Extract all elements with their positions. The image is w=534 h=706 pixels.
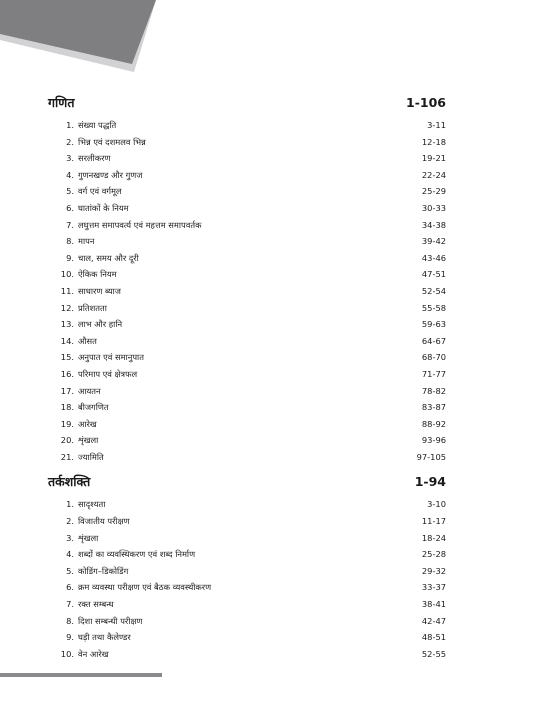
entry-pages: 22-24 — [421, 169, 446, 180]
entry-title: दिशा सम्बन्धी परीक्षण — [78, 615, 143, 626]
toc-entry[interactable] — [52, 150, 446, 167]
entry-number: 19. — [60, 418, 74, 429]
entry-title: रक्त सम्बन्ध — [78, 599, 114, 610]
entry-pages: 12-18 — [421, 136, 446, 147]
entry-pages: 30-33 — [421, 202, 446, 213]
entry-number: 20. — [60, 435, 74, 446]
toc-entry[interactable] — [52, 399, 446, 416]
entry-pages: 25-29 — [421, 186, 446, 197]
entry-pages: 59-63 — [421, 319, 446, 330]
entry-title: बीजगणित — [78, 402, 109, 413]
entry-list — [48, 114, 446, 465]
toc-entry[interactable] — [52, 383, 446, 400]
toc-entry[interactable] — [52, 613, 446, 630]
entry-title: आयतन — [78, 385, 101, 396]
entry-title: वेन आरेख — [78, 648, 109, 659]
entry-title: साधारण ब्याज — [78, 285, 121, 296]
entry-pages: 11-17 — [421, 516, 446, 527]
entry-number: 11. — [60, 285, 74, 296]
toc-entry[interactable] — [52, 167, 446, 184]
entry-pages: 25-28 — [421, 549, 446, 560]
entry-title: क्रम व्यवस्था परीक्षण एवं बैठक व्यवस्थीकरण — [78, 582, 212, 593]
section-header — [48, 471, 446, 493]
entry-number: 10. — [60, 269, 74, 280]
entry-number: 3. — [66, 153, 74, 164]
entry-title: लाभ और हानि — [78, 319, 123, 330]
entry-pages: 39-42 — [421, 236, 446, 247]
toc-entry[interactable] — [52, 349, 446, 366]
section-header — [48, 92, 446, 114]
entry-pages: 48-51 — [421, 632, 446, 643]
entry-number: 3. — [66, 532, 74, 543]
toc-entry[interactable] — [52, 283, 446, 300]
entry-title: शब्दों का व्यवस्थिकरण एवं शब्द निर्माण — [78, 549, 196, 560]
entry-number: 15. — [60, 352, 74, 363]
entry-number: 9. — [66, 632, 74, 643]
toc-entry[interactable] — [52, 546, 446, 563]
entry-title: कोडिंग–डिकोडिंग — [78, 565, 129, 576]
toc-entry[interactable] — [52, 333, 446, 350]
toc-entry[interactable] — [52, 579, 446, 596]
entry-title: ऐकिक नियम — [78, 269, 117, 280]
section-page-range: 1-94 — [414, 474, 446, 490]
entry-pages: 33-37 — [421, 582, 446, 593]
entry-title: अनुपात एवं समानुपात — [78, 352, 144, 363]
toc-entry[interactable] — [52, 233, 446, 250]
footer-rule — [0, 673, 162, 677]
entry-pages: 18-24 — [421, 532, 446, 543]
section-title: गणित — [48, 95, 75, 110]
section-page-range: 1-106 — [406, 95, 446, 110]
entry-title: सरलीकरण — [78, 153, 111, 164]
entry-title: गुणनखण्ड और गुणज — [78, 169, 143, 180]
entry-title: वर्ग एवं वर्गमूल — [78, 186, 122, 197]
entry-pages: 97-105 — [416, 451, 446, 462]
entry-pages: 38-41 — [421, 599, 446, 610]
entry-title: घड़ी तथा कैलेण्डर — [78, 632, 131, 643]
toc-entry[interactable] — [52, 300, 446, 317]
entry-number: 5. — [66, 186, 74, 197]
entry-pages: 52-54 — [421, 285, 446, 296]
entry-title: शृंखला — [78, 435, 99, 446]
entry-title: लघुत्तम समापवर्त्य एवं महत्तम समापवर्तक — [78, 219, 202, 230]
toc-entry[interactable] — [52, 183, 446, 200]
entry-number: 7. — [66, 599, 74, 610]
entry-pages: 19-21 — [421, 153, 446, 164]
entry-title: ज्यामिति — [78, 451, 104, 462]
section-ganit — [48, 92, 446, 465]
entry-number: 18. — [60, 402, 74, 413]
section-tarkshakti — [48, 471, 446, 662]
entry-number: 17. — [60, 385, 74, 396]
toc-entry[interactable] — [52, 316, 446, 333]
entry-pages: 55-58 — [421, 302, 446, 313]
toc-entry[interactable] — [52, 646, 446, 663]
corner-decoration — [0, 0, 534, 80]
entry-number: 7. — [66, 219, 74, 230]
toc-entry[interactable] — [52, 432, 446, 449]
entry-number: 5. — [66, 565, 74, 576]
entry-pages: 64-67 — [421, 335, 446, 346]
entry-number: 6. — [66, 202, 74, 213]
toc-entry[interactable] — [52, 200, 446, 217]
entry-number: 21. — [60, 451, 74, 462]
entry-pages: 52-55 — [421, 648, 446, 659]
entry-number: 8. — [66, 236, 74, 247]
toc-entry[interactable] — [52, 117, 446, 134]
entry-title: संख्या पद्धति — [78, 120, 117, 130]
entry-pages: 68-70 — [421, 352, 446, 363]
toc-entry[interactable] — [52, 596, 446, 613]
entry-pages: 93-96 — [421, 435, 446, 446]
entry-pages: 3-10 — [427, 499, 446, 510]
toc-entry[interactable] — [52, 250, 446, 267]
entry-number: 4. — [66, 549, 74, 560]
entry-number: 13. — [60, 319, 74, 330]
table-of-contents — [48, 92, 446, 662]
toc-entry[interactable] — [52, 416, 446, 433]
toc-entry[interactable] — [52, 513, 446, 530]
entry-pages: 43-46 — [421, 252, 446, 263]
entry-number: 4. — [66, 169, 74, 180]
toc-entry[interactable] — [52, 217, 446, 234]
entry-title: विजातीय परीक्षण — [78, 516, 130, 527]
entry-pages: 42-47 — [421, 615, 446, 626]
toc-entry[interactable] — [52, 530, 446, 547]
toc-entry[interactable] — [52, 366, 446, 383]
toc-entry[interactable] — [52, 134, 446, 151]
entry-title: शृंखला — [78, 532, 99, 543]
entry-number: 8. — [66, 615, 74, 626]
entry-pages: 71-77 — [421, 368, 446, 379]
entry-title: चाल, समय और दूरी — [78, 252, 139, 263]
entry-title: घातांकों के नियम — [78, 202, 129, 213]
entry-title: मापन — [78, 236, 95, 247]
entry-pages: 3-11 — [427, 120, 446, 130]
toc-entry[interactable] — [52, 629, 446, 646]
entry-number: 6. — [66, 582, 74, 593]
entry-pages: 47-51 — [421, 269, 446, 280]
entry-number: 14. — [60, 335, 74, 346]
toc-entry[interactable] — [52, 266, 446, 283]
entry-pages: 88-92 — [421, 418, 446, 429]
entry-title: आरेख — [78, 418, 97, 429]
entry-pages: 34-38 — [421, 219, 446, 230]
entry-number: 1. — [66, 499, 74, 510]
entry-number: 12. — [60, 302, 74, 313]
entry-title: सादृश्यता — [78, 499, 106, 510]
entry-number: 1. — [66, 120, 74, 130]
entry-pages: 29-32 — [421, 565, 446, 576]
entry-number: 16. — [60, 368, 74, 379]
entry-title: भिन्न एवं दशमलव भिन्न — [78, 136, 146, 147]
toc-entry[interactable] — [52, 449, 446, 466]
toc-entry[interactable] — [52, 563, 446, 580]
section-title: तर्कशक्ति — [48, 474, 91, 490]
entry-pages: 83-87 — [421, 402, 446, 413]
entry-number: 10. — [60, 648, 74, 659]
toc-entry[interactable] — [52, 496, 446, 513]
entry-number: 2. — [66, 516, 74, 527]
entry-title: प्रतिशतता — [78, 302, 107, 313]
entry-number: 9. — [66, 252, 74, 263]
entry-number: 2. — [66, 136, 74, 147]
entry-pages: 78-82 — [421, 385, 446, 396]
entry-title: परिमाप एवं क्षेत्रफल — [78, 368, 138, 379]
entry-title: औसत — [78, 335, 97, 346]
entry-list — [48, 493, 446, 662]
